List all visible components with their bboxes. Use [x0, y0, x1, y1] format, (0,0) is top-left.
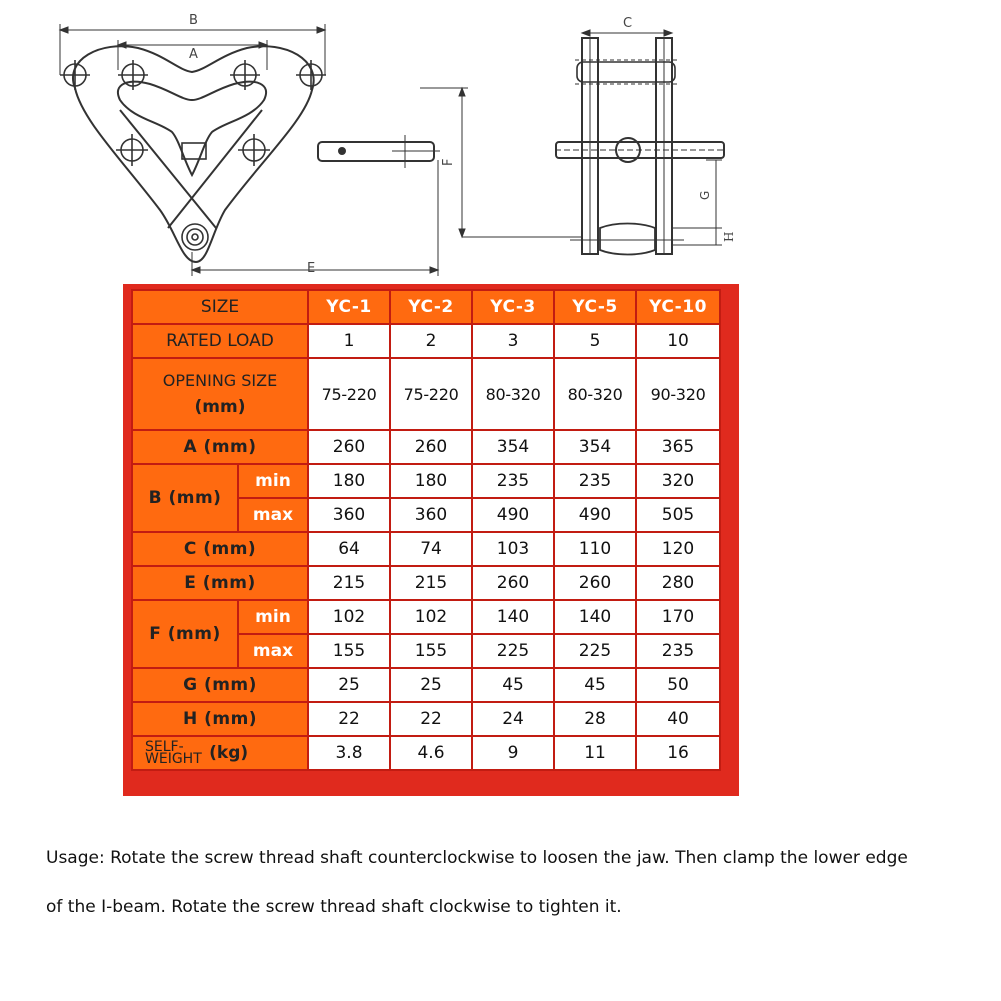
table-row-e [132, 566, 720, 600]
b-label: B (mm) [132, 464, 238, 532]
c-label: C (mm) [132, 532, 308, 566]
table-cell: 140 [472, 600, 554, 634]
table-cell: 22 [308, 702, 390, 736]
table-cell: 180 [308, 464, 390, 498]
dim-label-f: F [441, 158, 456, 166]
model-header: YC-5 [554, 290, 636, 324]
table-cell: 155 [390, 634, 472, 668]
model-header: YC-1 [308, 290, 390, 324]
b-max-label: max [238, 498, 308, 532]
a-label: A (mm) [132, 430, 308, 464]
table-row-c [132, 532, 720, 566]
spec-table [131, 289, 721, 771]
usage-text-line2: of the I-beam. Rotate the screw thread shaft clockwise to tighten it. [46, 897, 622, 917]
table-cell: 260 [390, 430, 472, 464]
rated-load-label: RATED LOAD [132, 324, 308, 358]
table-cell: 180 [390, 464, 472, 498]
self-weight-label [132, 736, 308, 770]
table-row-h [132, 702, 720, 736]
table-cell: 24 [472, 702, 554, 736]
table-cell: 102 [308, 600, 390, 634]
table-cell: 120 [636, 532, 720, 566]
table-cell: 354 [472, 430, 554, 464]
g-label: G (mm) [132, 668, 308, 702]
opening-size-label-line2: (mm) [194, 397, 246, 417]
table-cell: 11 [554, 736, 636, 770]
table-cell: 4.6 [390, 736, 472, 770]
table-row-size [132, 290, 720, 324]
dimension-g-h [672, 160, 722, 245]
jaw-arm-right [168, 110, 262, 228]
table-row-a [132, 430, 720, 464]
table-cell: 365 [636, 430, 720, 464]
e-label: E (mm) [132, 566, 308, 600]
table-cell: 505 [636, 498, 720, 532]
dimension-e [192, 160, 438, 276]
table-cell: 360 [308, 498, 390, 532]
dim-label-g: G [698, 190, 712, 200]
self-weight-label-line1: SELF- [145, 739, 184, 755]
table-cell: 16 [636, 736, 720, 770]
table-cell: 102 [390, 600, 472, 634]
table-cell: 235 [472, 464, 554, 498]
table-row-opening-size [132, 358, 720, 430]
table-cell: 235 [554, 464, 636, 498]
table-cell: 260 [554, 566, 636, 600]
table-cell: 490 [554, 498, 636, 532]
f-max-label: max [238, 634, 308, 668]
clamp-inner-slot [118, 82, 266, 175]
opening-size-label [132, 358, 308, 430]
table-row-b-min [132, 464, 720, 498]
table-cell: 40 [636, 702, 720, 736]
table-row-rated-load [132, 324, 720, 358]
model-header: YC-10 [636, 290, 720, 324]
table-cell: 10 [636, 324, 720, 358]
table-cell: 45 [554, 668, 636, 702]
table-cell: 103 [472, 532, 554, 566]
dim-label-c: C [623, 16, 633, 31]
table-row-self-weight [132, 736, 720, 770]
table-cell: 75-220 [308, 358, 390, 430]
opening-size-label-line1: OPENING SIZE [162, 371, 278, 390]
table-row-g [132, 668, 720, 702]
table-cell: 2 [390, 324, 472, 358]
table-cell: 260 [472, 566, 554, 600]
table-cell: 25 [308, 668, 390, 702]
self-weight-unit: (kg) [209, 743, 249, 763]
usage-text-line1: Usage: Rotate the screw thread shaft counterclockwise to loosen the jaw. Then clamp the lower edge [46, 848, 908, 868]
jaw-arm-left [120, 110, 216, 228]
table-cell: 45 [472, 668, 554, 702]
table-cell: 215 [308, 566, 390, 600]
b-min-label: min [238, 464, 308, 498]
dim-label-a: A [189, 47, 198, 62]
side-view [555, 38, 725, 255]
table-cell: 225 [554, 634, 636, 668]
table-cell: 9 [472, 736, 554, 770]
table-cell: 74 [390, 532, 472, 566]
table-cell: 280 [636, 566, 720, 600]
table-cell: 3.8 [308, 736, 390, 770]
f-label: F (mm) [132, 600, 238, 668]
table-cell: 140 [554, 600, 636, 634]
table-cell: 1 [308, 324, 390, 358]
dim-label-b: B [189, 13, 198, 28]
table-cell: 235 [636, 634, 720, 668]
table-cell: 90-320 [636, 358, 720, 430]
table-cell: 28 [554, 702, 636, 736]
table-cell: 80-320 [472, 358, 554, 430]
table-cell: 320 [636, 464, 720, 498]
model-header: YC-3 [472, 290, 554, 324]
table-cell: 354 [554, 430, 636, 464]
table-cell: 225 [472, 634, 554, 668]
table-cell: 25 [390, 668, 472, 702]
h-label: H (mm) [132, 702, 308, 736]
dim-label-e: E [307, 261, 316, 276]
table-cell: 215 [390, 566, 472, 600]
model-header: YC-2 [390, 290, 472, 324]
self-weight-label-line2: WEIGHT [145, 751, 202, 767]
table-cell: 260 [308, 430, 390, 464]
table-cell: 50 [636, 668, 720, 702]
table-cell: 110 [554, 532, 636, 566]
table-cell: 3 [472, 324, 554, 358]
size-header: SIZE [132, 290, 308, 324]
table-cell: 64 [308, 532, 390, 566]
table-row-f-min [132, 600, 720, 634]
table-cell: 170 [636, 600, 720, 634]
table-cell: 360 [390, 498, 472, 532]
f-min-label: min [238, 600, 308, 634]
table-cell: 22 [390, 702, 472, 736]
table-cell: 75-220 [390, 358, 472, 430]
table-cell: 155 [308, 634, 390, 668]
table-cell: 5 [554, 324, 636, 358]
spec-table-frame [123, 284, 739, 796]
pivot-holes [60, 60, 326, 250]
table-cell: 80-320 [554, 358, 636, 430]
beam-clamp-drawing [0, 0, 1001, 280]
dim-label-h: H [722, 231, 736, 242]
table-cell: 490 [472, 498, 554, 532]
